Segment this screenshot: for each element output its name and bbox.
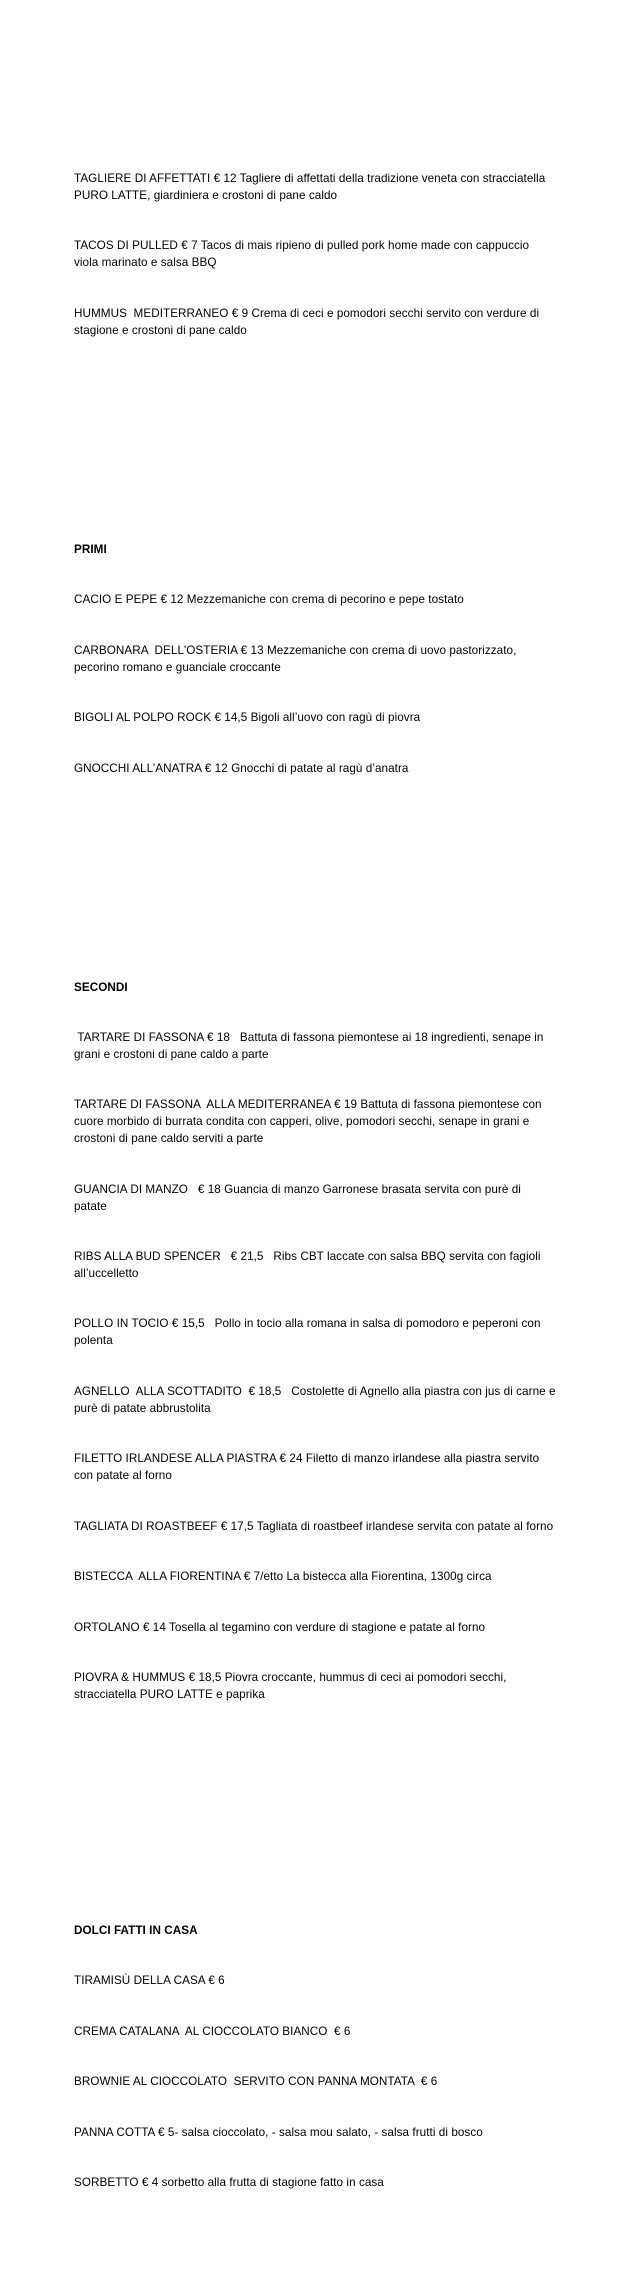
menu-item: HUMMUS MEDITERRANEO € 9 Crema di ceci e pomodori secchi servito con verdure di stagione e crostoni di pane caldo (74, 306, 543, 337)
section-spacer (74, 1788, 556, 1822)
menu-item: GUANCIA DI MANZO € 18 Guancia di manzo Garronese brasata servita con purè di patate (74, 1182, 525, 1213)
section-title-dolci: DOLCI FATTI IN CASA (74, 1923, 198, 1937)
menu-item: PIOVRA & HUMMUS € 18,5 Piovra croccante, hummus di ceci ai pomodori secchi, stracciatella PURO LATTE e paprika (74, 1671, 510, 1701)
section-spacer (74, 424, 556, 441)
menu-section-dolci (74, 1889, 556, 2226)
menu-item: TARTARE DI FASSONA € 18 Battuta di fassona piemontese ai 18 ingredienti, senape in grani e crostoni di pane caldo a parte (74, 1031, 547, 1061)
menu-item: TAGLIATA DI ROASTBEEF € 17,5 Tagliata di roastbeef irlandese servita con patate al forno (74, 1519, 554, 1533)
menu-item: CACIO E PEPE € 12 Mezzemaniche con crema di pecorino e pepe tostato (74, 593, 464, 607)
menu-item: BROWNIE AL CIOCCOLATO SERVITO CON PANNA MONTATA € 6 (74, 2075, 438, 2089)
menu-content (74, 70, 559, 2277)
menu-item: FILETTO IRLANDESE ALLA PIASTRA € 24 Filetto di manzo irlandese alla piastra servito con patate al forno (74, 1452, 543, 1483)
section-spacer (74, 862, 556, 879)
menu-item: GNOCCHI ALL’ANATRA € 12 Gnocchi di patate al ragù d’anatra (74, 761, 409, 775)
section-title-secondi: SECONDI (74, 980, 128, 994)
section-title-primi: PRIMI (74, 542, 107, 556)
menu-item: PANNA COTTA € 5- salsa cioccolato, - salsa mou salato, - salsa frutti di bosco (74, 2125, 483, 2139)
menu-section-primi (74, 508, 556, 811)
menu-item: TACOS DI PULLED € 7 Tacos di mais ripieno di pulled pork home made con cappuccio viola marinato e salsa BBQ (74, 239, 533, 270)
menu-item: RIBS ALLA BUD SPENCER € 21,5 Ribs CBT laccate con salsa BBQ servita con fagioli all’uccelletto (74, 1250, 544, 1280)
menu-item: TIRAMISÙ DELLA CASA € 6 (74, 1974, 225, 1988)
menu-item: AGNELLO ALLA SCOTTADITO € 18,5 Costolette di Agnello alla piastra con jus di carne e purè di patate abbrustolita (74, 1384, 559, 1415)
menu-section-secondi (74, 946, 559, 1738)
menu-item: CARBONARA DELL'OSTERIA € 13 Mezzemaniche con crema di uovo pastorizzato, pecorino romano e guanciale croccante (74, 643, 520, 674)
menu-item: SORBETTO € 4 sorbetto alla frutta di stagione fatto in casa (74, 2176, 384, 2190)
menu-item: TARTARE DI FASSONA ALLA MEDITERRANEA € 19 Battuta di fassona piemontese con cuore morbido di burrata condita con capperi, olive, pomodori secchi, senape in grani e crostoni di pane caldo serviti a parte (74, 1098, 545, 1146)
menu-item: ORTOLANO € 14 Tosella al tegamino con verdure di stagione e patate al forno (74, 1620, 486, 1634)
menu-item: BIGOLI AL POLPO ROCK € 14,5 Bigoli all’uovo con ragù di piovra (74, 711, 421, 725)
menu-item: POLLO IN TOCIO € 15,5 Pollo in tocio alla romana in salsa di pomodoro e peperoni con polenta (74, 1317, 544, 1348)
menu-section-antipasti-continued (74, 137, 556, 373)
menu-item: CREMA CATALANA AL CIOCCOLATO BIANCO € 6 (74, 2024, 351, 2038)
menu-item: BISTECCA ALLA FIORENTINA € 7/etto La bistecca alla Fiorentina, 1300g circa (74, 1570, 492, 1584)
menu-item: TAGLIERE DI AFFETTATI € 12 Tagliere di affettati della tradizione veneta con stracciatella PURO LATTE, giardiniera e crostoni di pane caldo (74, 172, 549, 202)
